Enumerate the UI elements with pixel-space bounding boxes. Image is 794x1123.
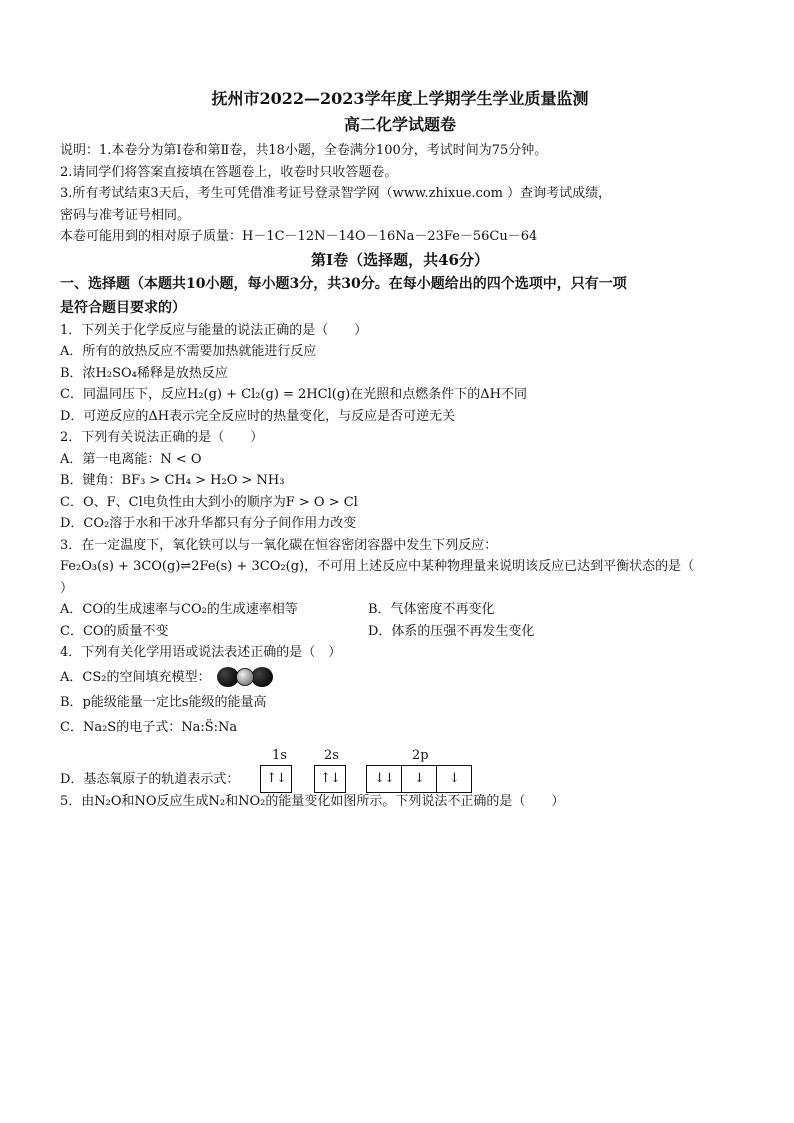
orbital-box-1s: [260, 765, 292, 793]
orbital-label-2s: 2s: [324, 748, 339, 763]
q1-option-c: C．同温同压下，反应H₂(g) + Cl₂(g) = 2HCl(g)在光照和点燃条件下的ΔH不同: [60, 387, 527, 402]
q3-options-row-2: [60, 621, 740, 643]
part1-title: 第Ⅰ卷（选择题，共46分）: [311, 250, 489, 269]
note-3a: 3.所有考试结束3天后，考生可凭借准考证号登录智学网（www.zhixue.com ）查询考试成绩，: [60, 186, 612, 201]
q2-stem: 2．下列有关说法正确的是（ ）: [60, 430, 264, 445]
q3-option-a: A．CO的生成速率与CO₂的生成速率相等: [60, 602, 298, 617]
q2-option-a: A．第一电离能：N < O: [60, 451, 202, 467]
q3-stem-b: Fe₂O₃(s) + 3CO(g)⇌2Fe(s) + 3CO₂(g)，不可用上述反应中某种物理量来说明该反应已达到平衡状态的是（: [60, 559, 695, 574]
orbital-box-2s: [314, 765, 346, 793]
oxygen-orbital-diagram: [60, 743, 740, 789]
q3-stem-c: ）: [60, 580, 74, 596]
orbital-cell-2p-3: ↓: [449, 771, 459, 786]
orbital-cell-2s: ↑↓: [320, 771, 340, 786]
note-1: 说明：1.本卷分为第Ⅰ卷和第Ⅱ卷，共18小题，全卷满分100分，考试时间为75分钟。: [60, 143, 548, 158]
question-2: [60, 427, 740, 535]
q1-option-a: A．所有的放热反应不需要加热就能进行反应: [60, 344, 317, 359]
q1-option-d: D．可逆反应的ΔH表示完全反应时的热量变化，与反应是否可逆无关: [60, 408, 456, 424]
q4-option-a-text: A．CS₂的空间填充模型：: [60, 669, 211, 685]
q4-option-c: C．Na₂S的电子式：Na:S̈:Na: [60, 720, 238, 735]
q4-stem: 4．下列有关化学用语或说法表述正确的是（ ）: [60, 645, 342, 660]
section-heading-a: 一、选择题（本题共10小题，每小题3分，共30分。在每小题给出的四个选项中，只有一项: [60, 275, 627, 292]
q4-option-d: D．基态氧原子的轨道表示式：: [60, 772, 240, 787]
question-5: [60, 791, 740, 813]
orbital-box-2p: [366, 765, 472, 793]
q2-option-b: B．键角：BF₃ > CH₄ > H₂O > NH₃: [60, 473, 285, 488]
orbital-cell-1s: ↑↓: [266, 771, 286, 786]
q3-option-b: B．气体密度不再变化: [368, 602, 495, 617]
carbon-atom-icon: [236, 668, 254, 686]
exam-title: 抚州市2022—2023学年度上学期学生学业质量监测: [211, 89, 589, 108]
q4-option-a: [60, 664, 740, 692]
orbital-label-2p: 2p: [412, 748, 429, 763]
exam-page: [60, 86, 740, 812]
q3-option-c: C．CO的质量不变: [60, 623, 169, 639]
orbital-label-1s: 1s: [272, 748, 287, 763]
exam-subtitle: 高二化学试题卷: [343, 115, 456, 134]
question-4: [60, 642, 740, 791]
q1-option-b: B．浓H₂SO₄稀释是放热反应: [60, 365, 228, 381]
note-2: 2.请同学们将答案直接填在答题卷上，收卷时只收答题卷。: [60, 164, 398, 180]
section-heading-b: 是符合题目要求的）: [60, 299, 186, 316]
cs2-space-filling-model-icon: [217, 668, 273, 686]
q3-options-row-1: [60, 599, 740, 621]
atomic-mass-note: 本卷可能用到的相对原子质量：H－1C－12N－14O－16Na－23Fe－56Cu－64: [60, 229, 538, 244]
q2-option-d: D．CO₂溶于水和干冰升华都只有分子间作用力改变: [60, 516, 357, 531]
q3-stem-a: 3．在一定温度下，氧化铁可以与一氧化碳在恒容密闭容器中发生下列反应：: [60, 537, 498, 553]
question-1: [60, 320, 740, 428]
q4-option-b: B．p能级能量一定比s能级的能量高: [60, 694, 267, 710]
question-3: [60, 535, 740, 643]
q2-option-c: C．O、F、Cl电负性由大到小的顺序为F > O > Cl: [60, 494, 358, 510]
note-3b: 密码与准考证号相同。: [60, 207, 191, 223]
orbital-cell-2p-1: ↓↓: [367, 766, 402, 792]
orbital-cell-2p-2: ↓: [402, 766, 437, 792]
q1-stem: 1．下列关于化学反应与能量的说法正确的是（ ）: [60, 322, 368, 338]
q5-stem: 5．由N₂O和NO反应生成N₂和NO₂的能量变化如图所示。下列说法不正确的是（ ）: [60, 793, 565, 809]
q3-option-d: D．体系的压强不再发生变化: [368, 623, 535, 639]
sulfur-atom-icon: [251, 667, 273, 687]
